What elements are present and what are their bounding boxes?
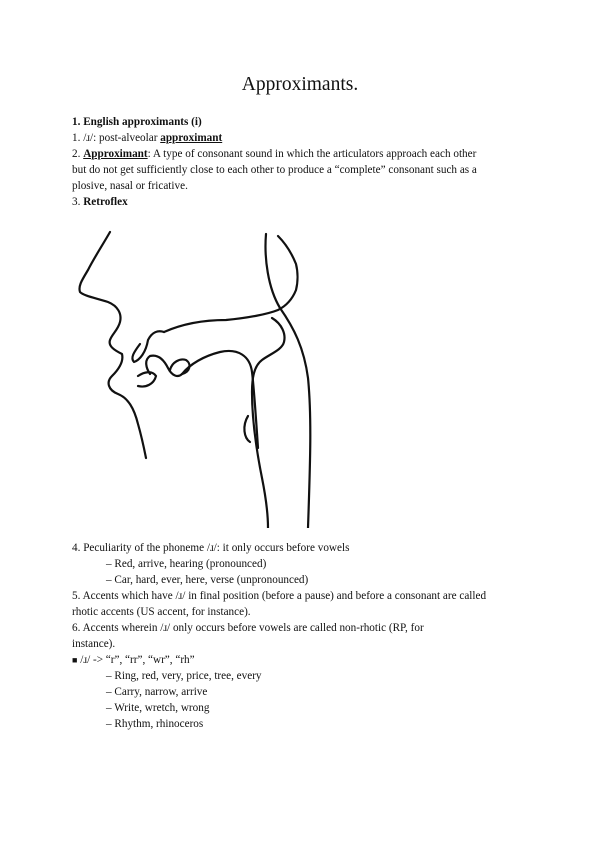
item-3-term: Retroflex	[83, 196, 128, 208]
item-2-line-2: but do not get sufficiently close to each other to produce a “complete” consonant such as a	[72, 164, 477, 176]
item-6-line-1: 6. Accents wherein /ɹ/ only occurs before vowels are called non-rhotic (RP, for	[72, 622, 424, 634]
spelling-text: /ɹ/ -> “r”, “rr”, “wr”, “rh”	[77, 654, 195, 666]
item-1-term: approximant	[160, 132, 223, 144]
palate-line	[164, 236, 298, 332]
item-1	[72, 130, 542, 146]
item-3	[72, 194, 542, 210]
epiglottis-line	[244, 416, 250, 442]
item-4-example-2: – Car, hard, ever, here, verse (unpronounced)	[106, 574, 309, 586]
item-2-line-3: plosive, nasal or fricative.	[72, 180, 188, 192]
spelling-example-4: – Rhythm, rhinoceros	[106, 718, 204, 730]
spelling-example-2: – Carry, narrow, arrive	[106, 686, 208, 698]
item-2-definition: : A type of consonant sound in which the articulators approach each other	[147, 148, 477, 160]
item-5-line-1: 5. Accents which have /ɹ/ in final position (before a pause) and before a consonant are called	[72, 590, 487, 602]
neck-line	[266, 234, 311, 528]
spelling-example-1: – Ring, red, very, price, tree, every	[106, 670, 262, 682]
item-1-text: 1. /ɹ/: post-alveolar	[72, 132, 161, 144]
item-2-number: 2.	[72, 148, 84, 160]
section-heading: 1. English approximants (i)	[72, 116, 202, 128]
page-title: Approximants.	[241, 74, 359, 95]
lower-teeth-line	[138, 372, 156, 386]
vocal-tract-retroflex-diagram-icon	[72, 228, 372, 528]
item-4: 4. Peculiarity of the phoneme /ɹ/: it only occurs before vowels	[72, 542, 350, 554]
item-4-example-1: – Red, arrive, hearing (pronounced)	[106, 558, 267, 570]
intro-section	[72, 114, 542, 210]
tongue-tip-curl-line	[170, 359, 189, 374]
item-2-line-1	[72, 146, 542, 162]
tongue-line	[146, 351, 258, 448]
square-bullet-icon: ■	[72, 655, 78, 665]
face-profile-line	[79, 232, 146, 458]
notes-section	[72, 540, 542, 732]
item-2-term: Approximant	[83, 148, 148, 160]
spelling-bullet	[72, 652, 542, 668]
item-3-number: 3.	[72, 196, 84, 208]
spelling-example-3: – Write, wretch, wrong	[106, 702, 210, 714]
item-6-line-2: instance).	[72, 638, 116, 650]
item-5-line-2: rhotic accents (US accent, for instance).	[72, 606, 251, 618]
